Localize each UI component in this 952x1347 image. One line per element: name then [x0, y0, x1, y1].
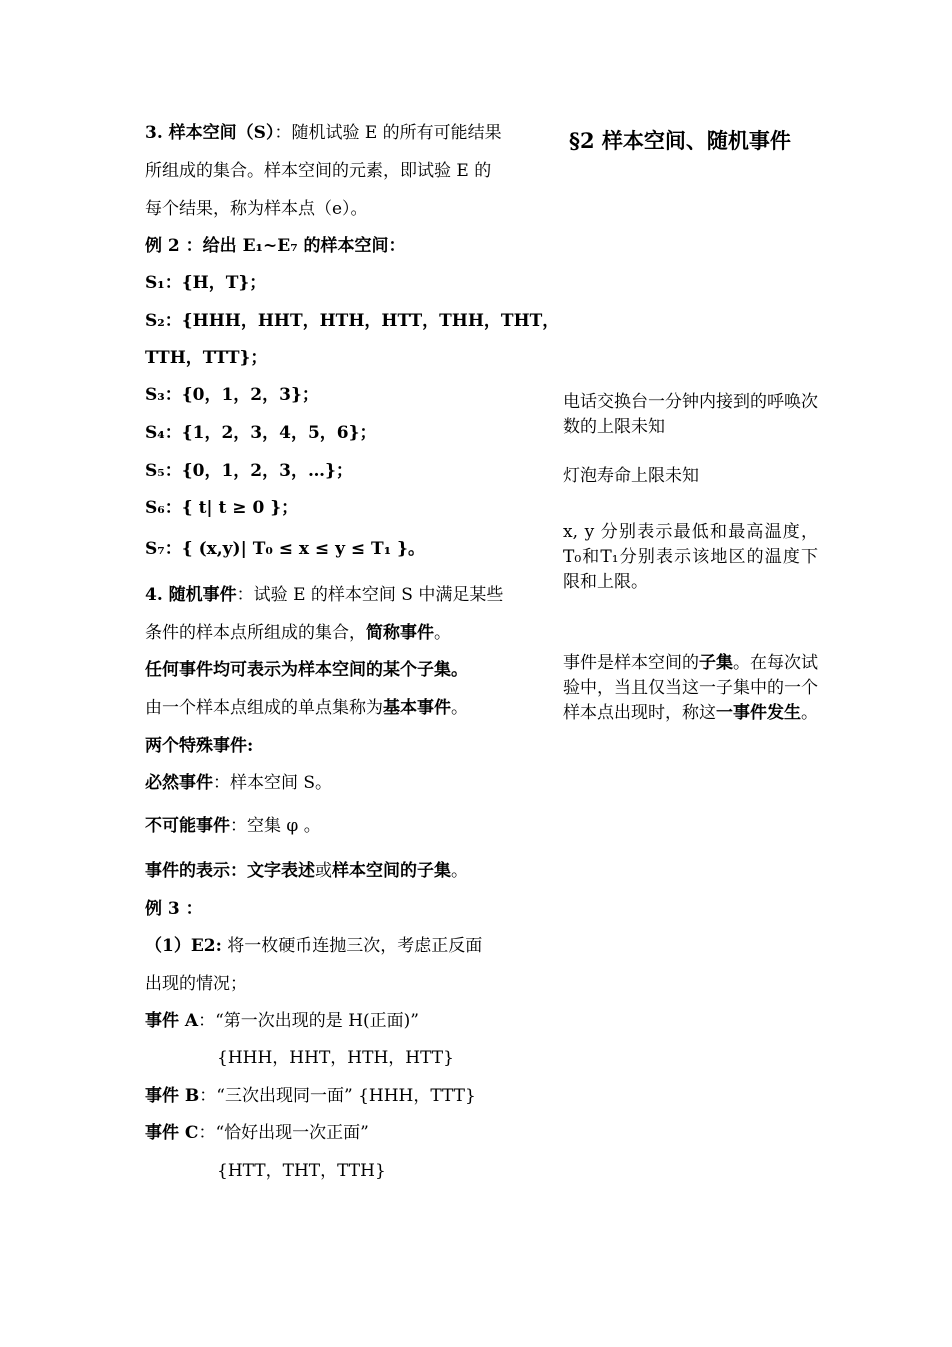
p3-line1: 3. 样本空间（S）：随机试验 E 的所有可能结果 — [145, 123, 502, 143]
s6-line: S₆：{ t| t ≥ 0 }； — [145, 498, 299, 518]
event-a-set: {HHH，HHT，HTH，HTT} — [217, 1048, 454, 1068]
event-c-line: 事件 C：“恰好出现一次正面” — [145, 1123, 369, 1143]
two-special-events: 两个特殊事件: — [145, 736, 254, 756]
event-representation-line: 事件的表示：文字表述或样本空间的子集。 — [145, 861, 468, 881]
ex3-part1-line2: 出现的情况； — [145, 974, 247, 994]
note-temperature: x, y 分别表示最低和最高温度， T₀和T₁分别表示该地区的温度下限和上限。 — [563, 522, 818, 592]
certain-event-line: 必然事件：样本空间 S。 — [145, 773, 333, 793]
event-a-line: 事件 A：“第一次出现的是 H(正面)” — [145, 1011, 419, 1031]
basic-event-line: 由一个样本点组成的单点集称为基本事件。 — [145, 698, 468, 718]
event-b-line: 事件 B：“三次出现同一面” {HHH，TTT} — [145, 1086, 476, 1106]
s4-line: S₄：{1，2，3，4，5，6}； — [145, 423, 377, 443]
s1-line: S₁：{H，T}； — [145, 273, 267, 293]
s2-line1: S₂：{HHH，HHT，HTH，HTT，THH，THT， — [145, 311, 560, 331]
s3-line: S₃：{0，1，2，3}； — [145, 385, 319, 405]
example-2-title: 例 2 ：给出 E₁~E₇ 的样本空间： — [145, 236, 406, 256]
sample-space-term: 3. 样本空间（S） — [145, 123, 275, 143]
section-heading: §2 样本空间、随机事件 — [569, 128, 791, 153]
p4-line2: 条件的样本点所组成的集合，简称事件。 — [145, 623, 451, 643]
event-c-set: {HTT，THT，TTH} — [217, 1161, 386, 1181]
s2-line2: TTH，TTT}； — [145, 348, 268, 368]
any-event-line: 任何事件均可表示为样本空间的某个子集。 — [145, 660, 468, 680]
ex3-part1-line1: （1）E2: 将一枚硬币连抛三次，考虑正反面 — [145, 936, 483, 956]
s5-line: S₅：{0，1，2，3，…}； — [145, 461, 353, 481]
example-3-title: 例 3 ： — [145, 899, 203, 919]
note-event-subset: 事件是样本空间的子集。在每次试验中，当且仅当这一子集中的一个样本点出现时，称这一事件发生。 — [563, 653, 818, 723]
note-bulb: 灯泡寿命上限未知 — [563, 466, 699, 486]
random-event-term: 4. 随机事件 — [145, 585, 237, 605]
impossible-event-line: 不可能事件：空集 φ 。 — [145, 816, 321, 836]
p3-line2: 所组成的集合。样本空间的元素，即试验 E 的 — [145, 161, 492, 181]
p4-line1: 4. 随机事件：试验 E 的样本空间 S 中满足某些 — [145, 585, 504, 605]
s7-line: S₇：{ (x,y)| T₀ ≤ x ≤ y ≤ T₁ }。 — [145, 539, 425, 559]
note-telephone: 电话交换台一分钟内接到的呼唤次数的上限未知 — [563, 392, 818, 437]
p3-line3: 每个结果，称为样本点（e）。 — [145, 199, 368, 219]
